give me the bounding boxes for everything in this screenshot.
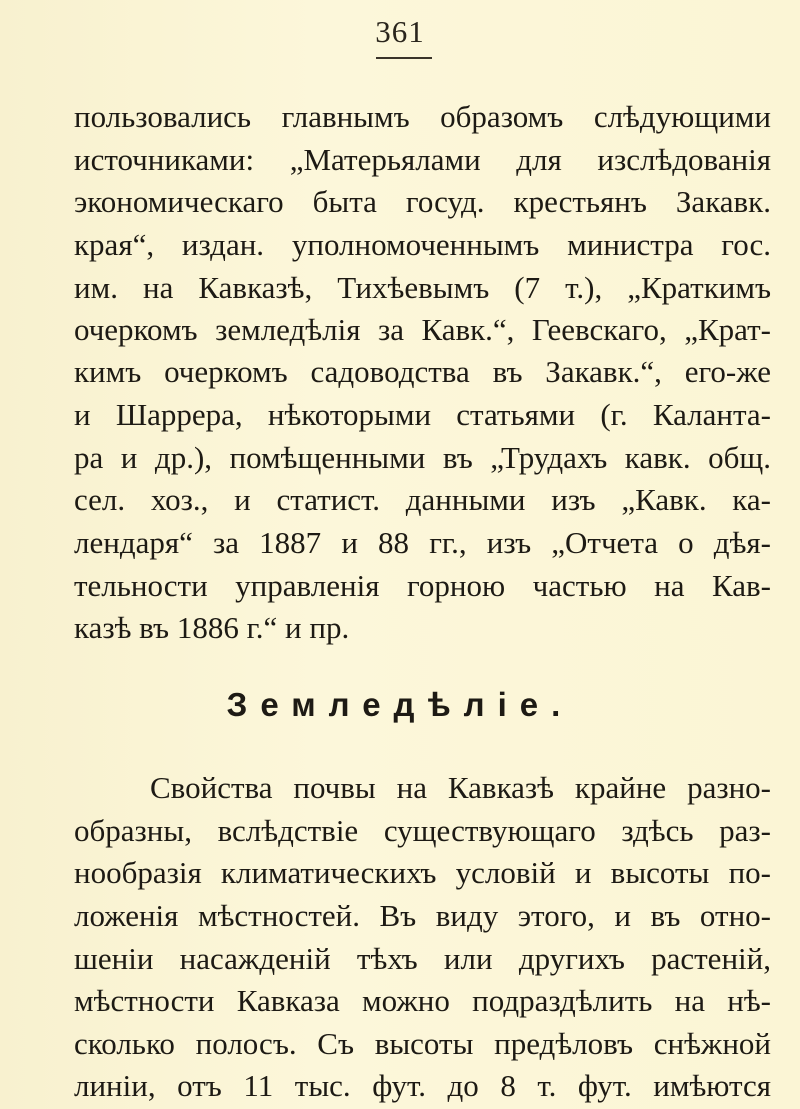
text-line: сел. хоз., и статист. данными изъ „Кавк. ка- <box>74 482 771 517</box>
text-line: пользовались главнымъ образомъ слѣдующими <box>74 99 771 134</box>
text-line: кимъ очеркомъ садоводства въ Закавк.“, его-же <box>74 354 771 389</box>
text-line: им. на Кавказѣ, Тихѣевымъ (7 т.), „Краткимъ <box>74 270 771 305</box>
text-line: казѣ въ 1886 г.“ и пр. <box>74 610 350 645</box>
text-line: тельности управленія горною частью на Кав- <box>74 568 771 603</box>
text-line: шеніи насажденій тѣхъ или другихъ растеній, <box>74 941 771 976</box>
section-heading: Земледѣліе. <box>226 686 574 723</box>
text-line: образны, вслѣдствіе существующаго здѣсь раз- <box>74 813 771 848</box>
text-line: экономическаго быта госуд. крестьянъ Закавк. <box>74 184 771 219</box>
text-line: сколько полосъ. Съ высоты предѣловъ снѣжной <box>74 1026 771 1061</box>
text-line: ра и др.), помѣщенными въ „Трудахъ кавк. общ. <box>74 440 771 475</box>
text-line: мѣстности Кавказа можно подраздѣлить на нѣ- <box>74 983 771 1018</box>
text-line: Свойства почвы на Кавказѣ крайне разно- <box>150 770 771 805</box>
text-line: источниками: „Матерьялами для изслѣдованія <box>74 142 771 177</box>
text-line: лендаря“ за 1887 и 88 гг., изъ „Отчета о дѣя- <box>74 525 771 560</box>
text-line: края“, издан. уполномоченнымъ министра гос. <box>74 227 771 262</box>
page-number: 361 <box>375 14 425 49</box>
text-line: нообразія климатическихъ условій и высоты по- <box>74 855 771 890</box>
text-line: линіи, отъ 11 тыс. фут. до 8 т. фут. имѣются <box>74 1068 771 1103</box>
text-line: ложенія мѣстностей. Въ виду этого, и въ отно- <box>74 898 771 933</box>
text-line: и Шаррера, нѣкоторыми статьями (г. Каланта- <box>74 397 771 432</box>
page-number-underline <box>376 57 432 59</box>
text-line: очеркомъ земледѣлія за Кавк.“, Геевскаго, „Крат- <box>74 312 771 347</box>
